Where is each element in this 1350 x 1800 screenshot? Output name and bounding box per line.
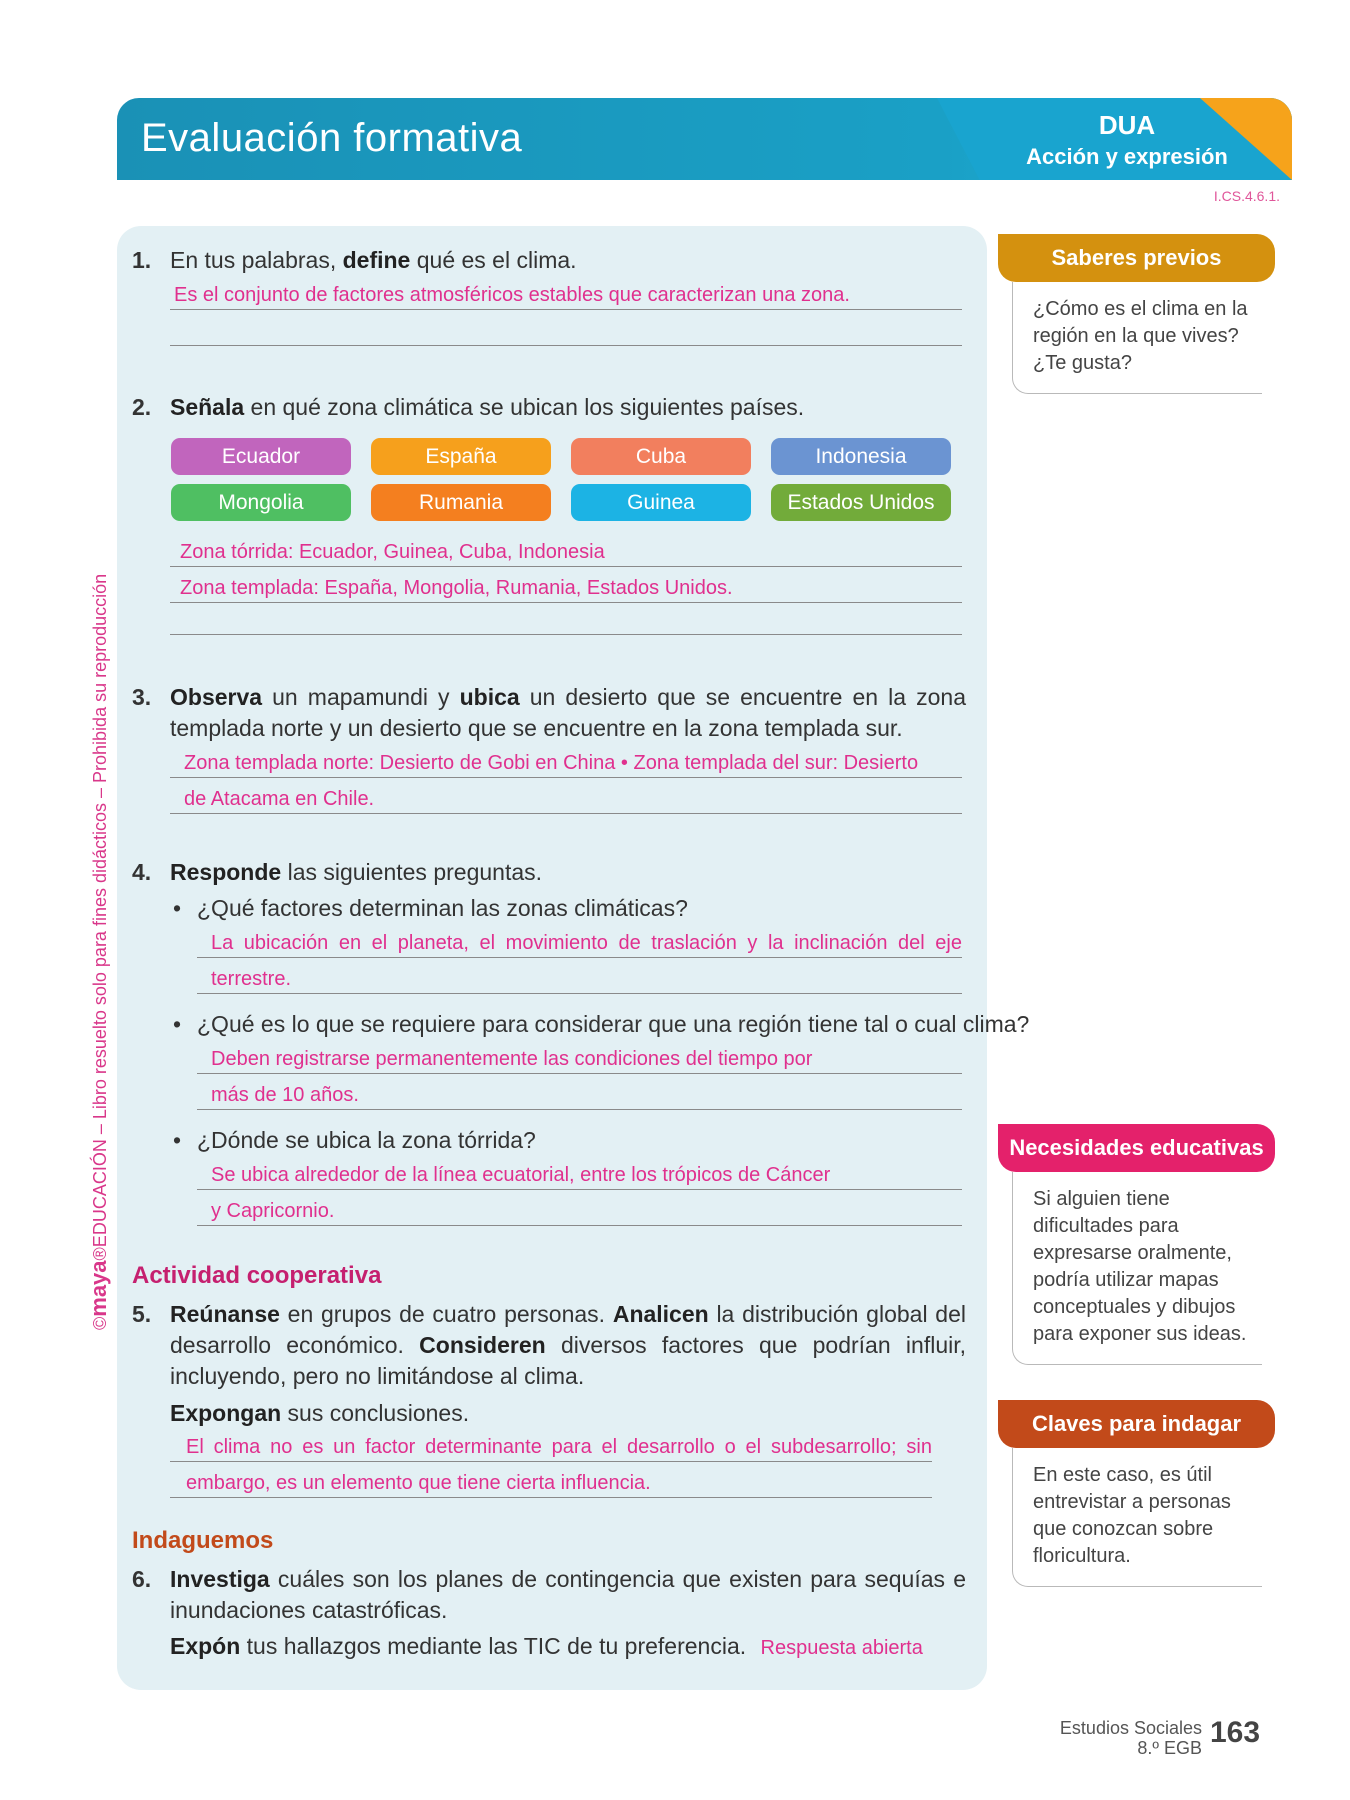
question-6 [132, 1564, 966, 1626]
prior-knowledge-title: Saberes previos [998, 234, 1275, 282]
question-4 [132, 857, 962, 888]
header-banner [117, 98, 1292, 180]
question-keyword: ubica [459, 684, 520, 710]
question-text: en qué zona climática se ubican los siguientes países. [244, 394, 805, 420]
question-keyword: Expongan [170, 1400, 282, 1426]
answer-line[interactable]: Se ubica alrededor de la línea ecuatorial, entre los trópicos de Cáncer [197, 1160, 962, 1190]
copyright-text: EDUCACIÓN – Libro resuelto solo para fines didácticos – Prohibida su reproducción [90, 573, 110, 1248]
dua-title: DUA [1098, 110, 1156, 140]
answer-line[interactable]: Zona tórrida: Ecuador, Guinea, Cuba, Indonesia [170, 537, 962, 567]
country-pill-mongolia: Mongolia [171, 484, 351, 521]
open-answer[interactable]: Respuesta abierta [760, 1637, 923, 1659]
question-3 [132, 682, 966, 744]
educational-needs-text: Si alguien tiene dificultades para expresarse oralmente, podría utilizar mapas conceptuales y dibujos para exponer sus ideas. [1012, 1172, 1262, 1365]
blank-answer-line[interactable] [170, 605, 962, 635]
inquiry-keys-box [998, 1400, 1275, 1587]
question-keyword: define [342, 247, 411, 273]
question-text: diversos factores que podrían influir, incluyendo, pero no limitándose al clima. [170, 1332, 966, 1389]
question-text: un mapamundi y [262, 684, 460, 710]
question-text: cuáles son los planes de contingencia que existen para sequías e inundaciones catastróficas. [170, 1566, 966, 1623]
page-title: Evaluación formativa [141, 116, 523, 160]
question-text: qué es el clima. [410, 247, 577, 273]
question-text: la distribución global del desarrollo económico. [170, 1301, 966, 1358]
inquiry-title: Indaguemos [132, 1527, 274, 1554]
question-text: las siguientes preguntas. [281, 859, 543, 885]
answer-line[interactable]: Zona templada: España, Mongolia, Rumania, Estados Unidos. [170, 573, 962, 603]
question-number: 1. [132, 247, 152, 273]
question-keyword: Analicen [612, 1301, 709, 1327]
answer-line[interactable]: La ubicación en el planeta, el movimiento de traslación y la inclinación del eje [197, 928, 962, 958]
copyright-symbol: © [90, 1316, 110, 1330]
grade-level: 8.º EGB [1137, 1738, 1202, 1758]
answer-line[interactable]: Deben registrarse permanentemente las condiciones del tiempo por [197, 1044, 962, 1074]
country-pill-guinea: Guinea [571, 484, 751, 521]
question-text: En tus palabras, [170, 247, 343, 273]
question-number: 4. [132, 859, 152, 885]
indicator-code: I.CS.4.6.1. [1213, 188, 1280, 204]
answer-line[interactable]: terrestre. [197, 964, 962, 994]
question-number: 5. [132, 1301, 152, 1327]
question-5 [132, 1299, 966, 1392]
prior-knowledge-box [998, 234, 1275, 394]
sub-question-2: • ¿Qué es lo que se requiere para considerar que una región tiene tal o cual clima? [197, 1009, 1029, 1040]
question-1 [132, 245, 962, 276]
question-6-instruction [170, 1631, 970, 1664]
question-text: sus conclusiones. [281, 1400, 470, 1426]
dua-subtitle: Acción y expresión [1026, 144, 1228, 169]
question-2 [132, 392, 962, 423]
inquiry-keys-text: En este caso, es útil entrevistar a personas que conozcan sobre floricultura. [1012, 1448, 1262, 1587]
country-pill-espana: España [371, 438, 551, 475]
question-keyword: Observa [170, 684, 263, 710]
country-pill-rumania: Rumania [371, 484, 551, 521]
question-keyword: Reúnanse [170, 1301, 280, 1327]
question-keyword: Consideren [419, 1332, 546, 1358]
registered-symbol: ® [90, 1247, 110, 1261]
country-pill-estados-unidos: Estados Unidos [771, 484, 951, 521]
footer-subject [1030, 1718, 1202, 1758]
answer-line[interactable]: de Atacama en Chile. [170, 784, 962, 814]
country-pill-ecuador: Ecuador [171, 438, 351, 475]
country-pill-indonesia: Indonesia [771, 438, 951, 475]
educational-needs-title: Necesidades educativas [998, 1124, 1275, 1172]
inquiry-keys-title: Claves para indagar [998, 1400, 1275, 1448]
question-keyword: Responde [170, 859, 282, 885]
brand-logo: maya [86, 1260, 111, 1317]
sub-question-3: • ¿Dónde se ubica la zona tórrida? [197, 1125, 536, 1156]
answer-line[interactable]: El clima no es un factor determinante para el desarrollo o el subdesarrollo; sin [170, 1432, 932, 1462]
side-copyright [86, 574, 112, 1330]
question-5-instruction [170, 1398, 960, 1429]
question-number: 2. [132, 394, 152, 420]
question-keyword: Expón [170, 1633, 241, 1659]
question-number: 3. [132, 684, 152, 710]
answer-line[interactable]: embargo, es un elemento que tiene cierta influencia. [170, 1468, 932, 1498]
answer-line[interactable]: más de 10 años. [197, 1080, 962, 1110]
question-text: en grupos de cuatro personas. [279, 1301, 613, 1327]
question-text: un desierto que se encuentre en la zona templada norte y un desierto que se encuentre en la zona templada sur. [170, 684, 966, 741]
answer-line[interactable]: y Capricornio. [197, 1196, 962, 1226]
question-number: 6. [132, 1566, 152, 1592]
subject-name: Estudios Sociales [1059, 1718, 1202, 1738]
educational-needs-box [998, 1124, 1275, 1365]
blank-answer-line[interactable] [170, 316, 962, 346]
prior-knowledge-text: ¿Cómo es el clima en la región en la que vives? ¿Te gusta? [1012, 282, 1262, 394]
page-number: 163 [1210, 1716, 1261, 1749]
sub-question-1: • ¿Qué factores determinan las zonas climáticas? [197, 893, 688, 924]
answer-line[interactable]: Zona templada norte: Desierto de Gobi en China • Zona templada del sur: Desierto [170, 748, 962, 778]
country-pill-cuba: Cuba [571, 438, 751, 475]
question-keyword: Investiga [170, 1566, 270, 1592]
cooperative-title: Actividad cooperativa [132, 1262, 382, 1289]
answer-line[interactable]: Es el conjunto de factores atmosféricos estables que caracterizan una zona. [170, 280, 962, 310]
question-text: tus hallazgos mediante las TIC de tu preferencia. [240, 1633, 747, 1659]
question-keyword: Señala [170, 394, 245, 420]
